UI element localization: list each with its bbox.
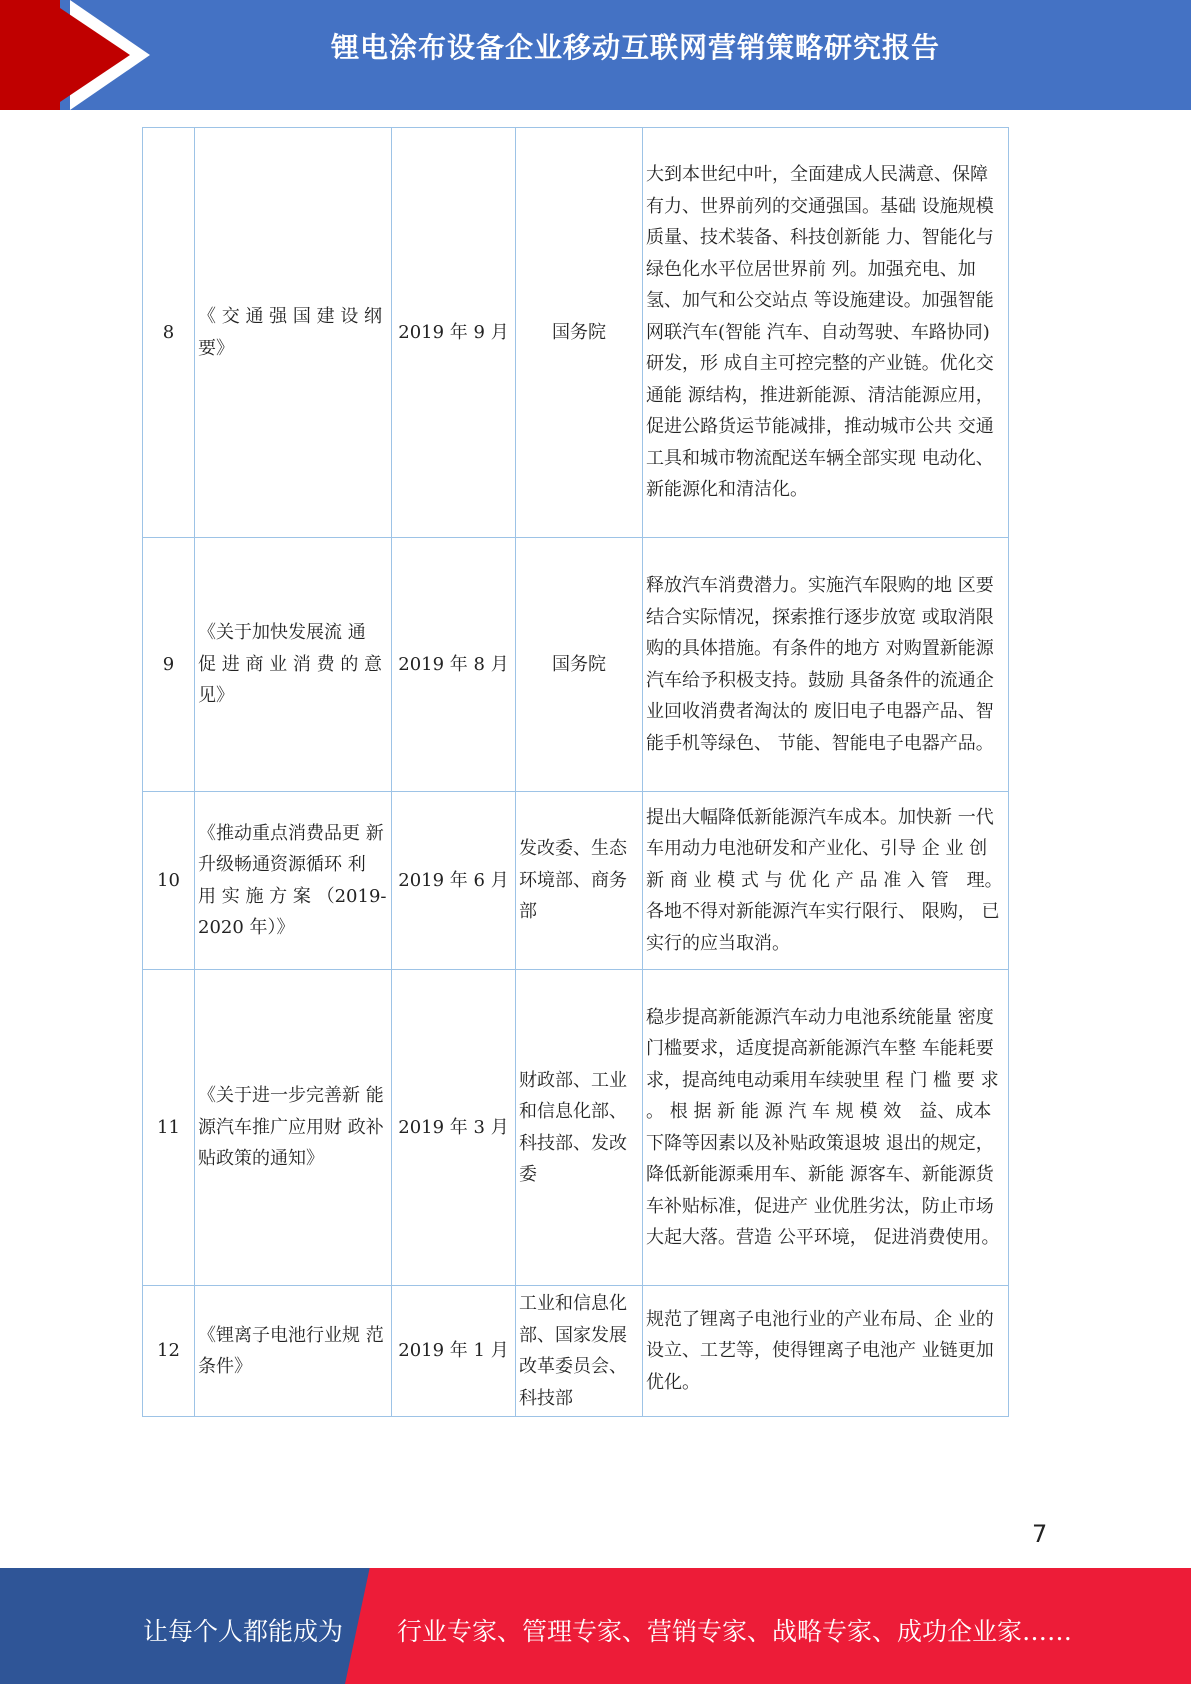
policy-content: 提出大幅降低新能源汽车成本。加快新 一代车用动力电池研发和产业化、引导 企 业 创 新 商 业 模 式 与 优 化 产 品 准 入 管 理。各地不得对新能源汽车实行限行、 限购， 已实行的应当取消。	[643, 792, 1009, 970]
policy-issuer: 发改委、生态环境部、商务部	[516, 792, 643, 970]
policy-content: 稳步提高新能源汽车动力电池系统能量 密度门槛要求，适度提高新能源汽车整 车能耗要求，提高纯电动乘用车续驶里 程 门 槛 要 求 。 根 据 新 能 源 汽 车 规 模 效 益、成本下降等因素以及补贴政策退坡 退出的规定，降低新能源乘用车、新能 源客车、新能源货车补贴标准，促进产 业优胜劣汰，防止市场大起大落。营造 公平环境， 促进消费使用。	[643, 970, 1009, 1286]
policy-issuer: 国务院	[516, 538, 643, 792]
page-header	[0, 0, 1191, 110]
row-number: 12	[143, 1286, 195, 1417]
header-chevron-red	[60, 8, 130, 102]
policy-name: 《推动重点消费品更 新升级畅通资源循环 利 用 实 施 方 案 （2019-2020 年）》	[195, 792, 392, 970]
policy-issuer: 财政部、工业和信息化部、科技部、发改委	[516, 970, 643, 1286]
row-number: 11	[143, 970, 195, 1286]
policy-date: 2019 年 6 月	[392, 792, 516, 970]
table-row	[143, 538, 1009, 792]
table-row	[143, 128, 1009, 538]
policy-content: 大到本世纪中叶，全面建成人民满意、保障有力、世界前列的交通强国。基础 设施规模质量、技术装备、科技创新能 力、智能化与绿色化水平位居世界前 列。加强充电、加氢、加气和公交站点 等设施建设。加强智能网联汽车(智能 汽车、自动驾驶、车路协同) 研发，形 成自主可控完整的产业链。优化交通能 源结构，推进新能源、清洁能源应用， 促进公路货运节能减排，推动城市公共 交通工具和城市物流配送车辆全部实现 电动化、新能源化和清洁化。	[643, 128, 1009, 538]
row-number: 10	[143, 792, 195, 970]
table-row	[143, 970, 1009, 1286]
table-row	[143, 1286, 1009, 1417]
page-title: 锂电涂布设备企业移动互联网营销策略研究报告	[330, 31, 940, 64]
policy-name: 《锂离子电池行业规 范条件》	[195, 1286, 392, 1417]
header-red-block	[0, 0, 60, 110]
page-number: 7	[1032, 1520, 1048, 1548]
policy-issuer: 国务院	[516, 128, 643, 538]
policy-name: 《 交 通 强 国 建 设 纲 要》	[195, 128, 392, 538]
footer-slogan-left: 让每个人都能成为	[143, 1617, 344, 1646]
policy-name: 《关于进一步完善新 能源汽车推广应用财 政补贴政策的通知》	[195, 970, 392, 1286]
row-number: 8	[143, 128, 195, 538]
row-number: 9	[143, 538, 195, 792]
policy-table	[142, 127, 1009, 1417]
policy-date: 2019 年 3 月	[392, 970, 516, 1286]
policy-date: 2019 年 8 月	[392, 538, 516, 792]
policy-content: 规范了锂离子电池行业的产业布局、企 业的设立、工艺等，使得锂离子电池产 业链更加优化。	[643, 1286, 1009, 1417]
table-row	[143, 792, 1009, 970]
policy-date: 2019 年 1 月	[392, 1286, 516, 1417]
policy-name: 《关于加快发展流 通 促 进 商 业 消 费 的 意 见》	[195, 538, 392, 792]
policy-date: 2019 年 9 月	[392, 128, 516, 538]
policy-issuer: 工业和信息化部、国家发展改革委员会、科技部	[516, 1286, 643, 1417]
page-footer	[0, 1568, 1191, 1684]
policy-content: 释放汽车消费潜力。实施汽车限购的地 区要结合实际情况，探索推行逐步放宽 或取消限购的具体措施。有条件的地方 对购置新能源汽车给予积极支持。鼓励 具备条件的流通企业回收消费者淘汰的 废旧电子电器产品、智能手机等绿色、 节能、智能电子电器产品。	[643, 538, 1009, 792]
footer-slogan-right: 行业专家、管理专家、营销专家、战略专家、成功企业家……	[397, 1617, 1073, 1646]
